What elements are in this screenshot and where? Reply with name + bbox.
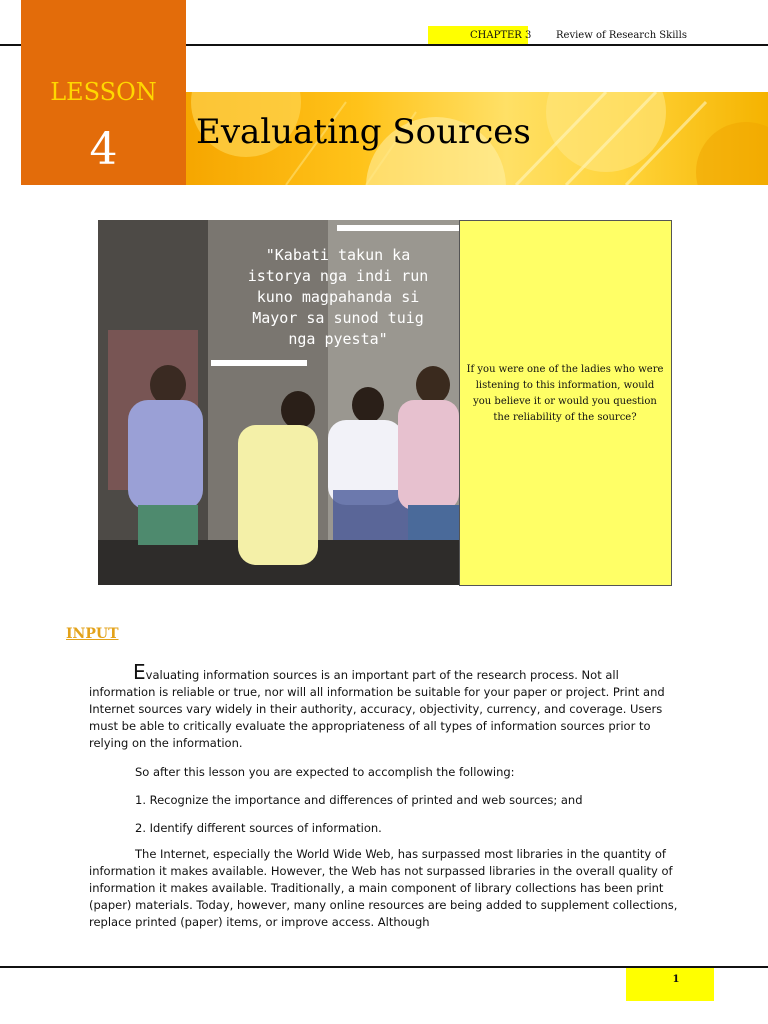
input-heading: INPUT — [66, 626, 119, 642]
intro-dropcap: E — [133, 660, 146, 684]
chapter-label: CHAPTER 3 — [470, 30, 532, 41]
lesson-number: 4 — [89, 124, 118, 175]
objective-1: 1. Recognize the importance and differences of printed and web sources; and — [135, 793, 583, 807]
lesson-title: Evaluating Sources — [196, 112, 531, 152]
lesson-box — [21, 0, 186, 185]
quote-bar-bottom — [211, 360, 307, 366]
quote-bar-top — [337, 225, 459, 231]
question-text: If you were one of the ladies who were listening to this information, would you believe it or would you question the reliability of the source? — [466, 364, 664, 423]
chapter-title: Review of Research Skills — [556, 30, 687, 41]
lesson-label: LESSON — [50, 78, 157, 106]
expectation-text: So after this lesson you are expected to accomplish the following: — [135, 765, 515, 779]
photo-quote: "Kabati takun ka istorya nga indi run kuno magpahanda si Mayor sa sunod tuig nga pyesta" — [247, 246, 429, 348]
intro-text: valuating information sources is an important part of the research process. Not all information is reliable or true, nor will all information be suitable for your paper or project. Print and Internet sources vary widely in their authority, accuracy, objectivity, currency, and coverage. Users must be able to critically evaluate the appropriateness of all types of information sources prior to relying on the information. — [89, 668, 665, 750]
intro-paragraph — [89, 660, 679, 752]
page-number: 1 — [672, 974, 680, 985]
objective-2: 2. Identify different sources of information. — [135, 821, 382, 835]
internet-paragraph: The Internet, especially the World Wide Web, has surpassed most libraries in the quantity of information it makes available. However, the Web has not surpassed libraries in the overall quality of information it makes available. Traditionally, a main component of library collections has been print (paper) materials. Today, however, many online resources are being added to supplement collections, replace printed (paper) items, or improve access. Although — [89, 847, 678, 929]
